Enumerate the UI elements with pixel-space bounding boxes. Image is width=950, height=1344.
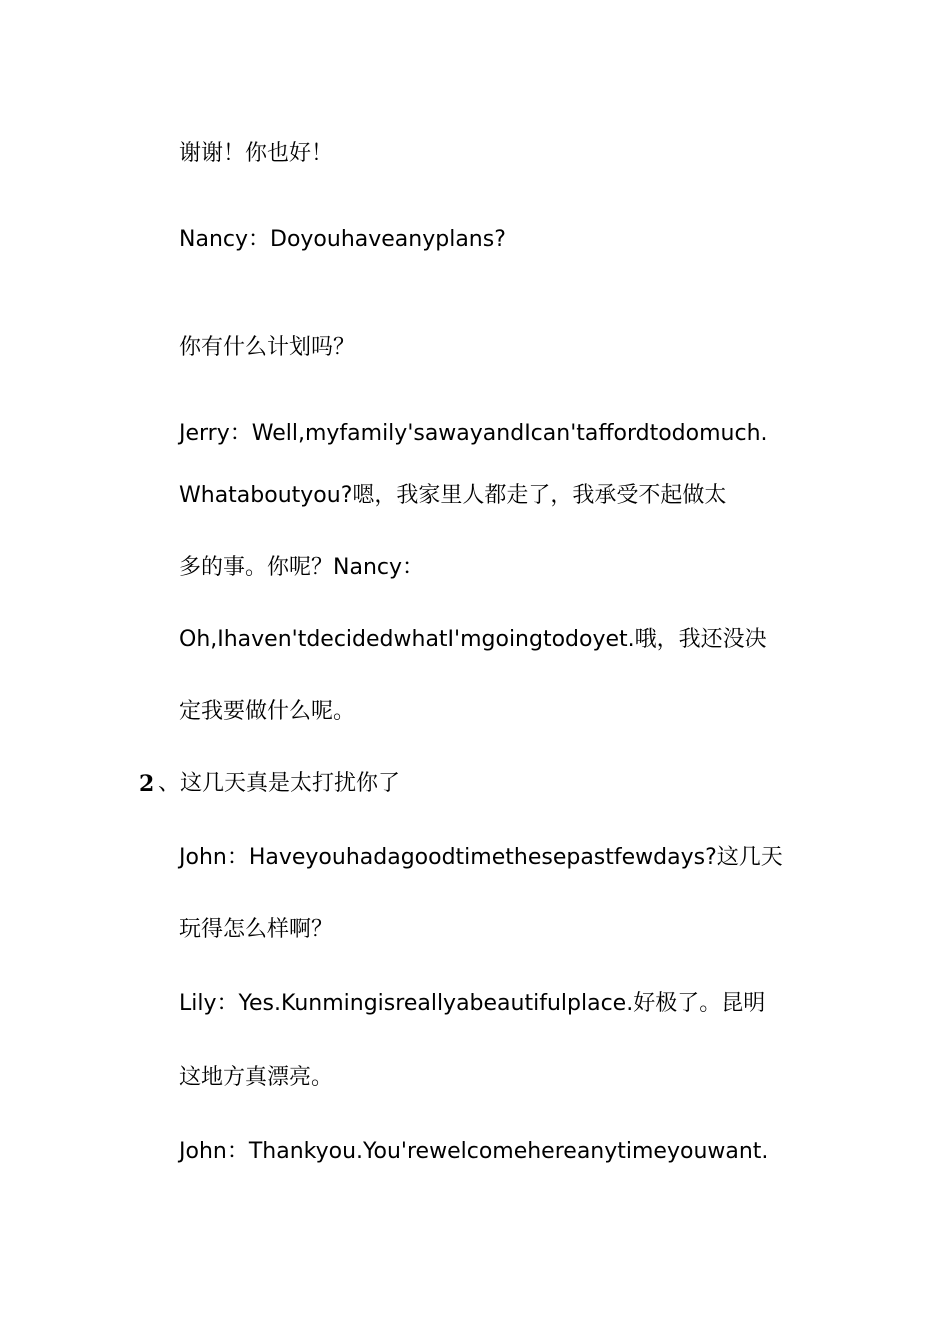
- section-heading: 、这几天真是太打扰你了: [158, 771, 401, 796]
- section-number: 2: [139, 771, 155, 797]
- text-line: Lily：Yes.Kunmingisreallyabeautifulplace.好极了。昆明: [179, 991, 766, 1016]
- text-line: 你有什么计划吗？: [179, 335, 356, 360]
- text-line: Nancy：Doyouhaveanyplans?: [179, 227, 506, 252]
- text-line: Oh,Ihaven'tdecidedwhatI'mgoingtodoyet.哦，我还没决: [179, 627, 767, 652]
- text-line: 这地方真漂亮。: [179, 1065, 334, 1090]
- text-line: Whataboutyou?嗯，我家里人都走了，我承受不起做太: [179, 483, 727, 508]
- text-line: 谢谢！你也好！: [179, 141, 334, 166]
- text-line: 定我要做什么呢。: [179, 699, 356, 724]
- text-line: 多的事。你呢？Nancy：: [179, 555, 424, 580]
- text-line: John：Haveyouhadagoodtimethesepastfewdays?这几天: [179, 845, 783, 870]
- text-line: John：Thankyou.You'rewelcomehereanytimeyouwant.: [179, 1139, 769, 1164]
- text-line: Jerry：Well,myfamily'sawayandIcan'taffordtodomuch.: [179, 421, 768, 446]
- text-line: 玩得怎么样啊？: [179, 917, 334, 942]
